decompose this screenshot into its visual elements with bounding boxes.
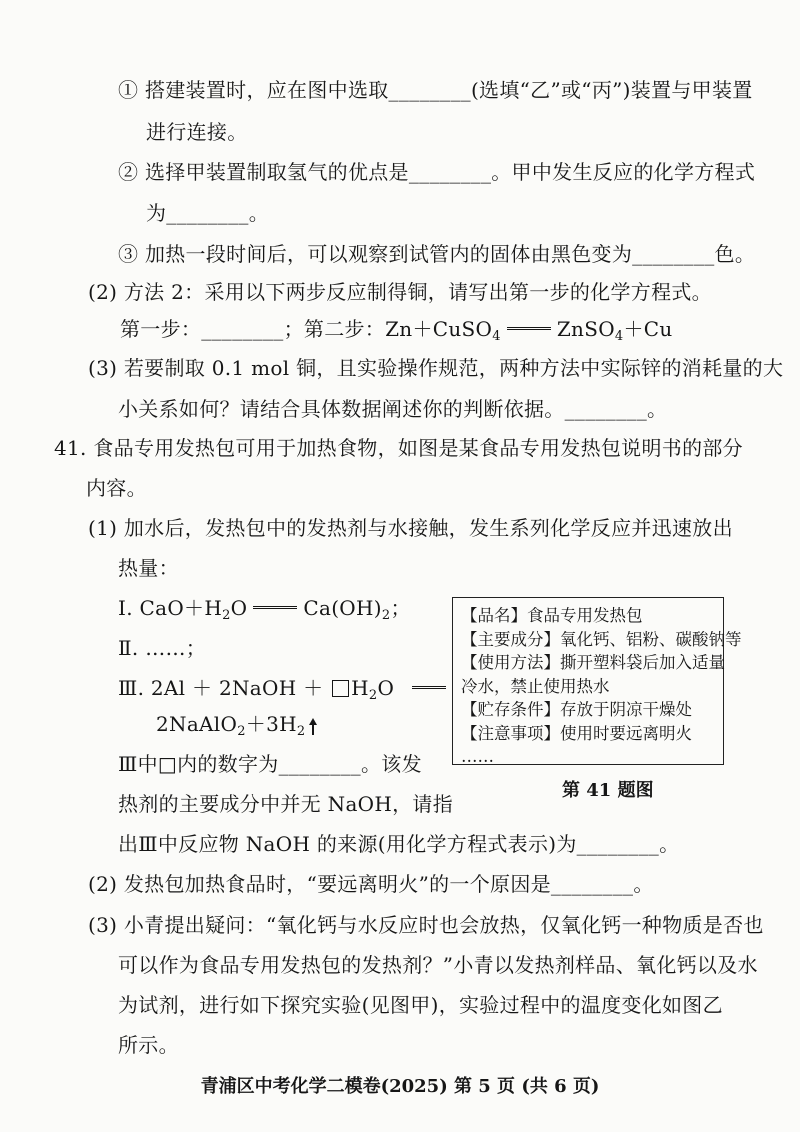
q41-2-line: (2) 发热包加热食品时，“要远离明火”的一个原因是________。 [88,872,654,896]
gas-up-arrow-icon [309,718,317,725]
rxn1-part-a: Ⅰ. CaO＋H [118,596,223,620]
subscript: 2 [368,688,378,703]
equation-equals-sign [507,327,551,330]
subscript: 2 [296,724,306,739]
q1-part1-line2: 进行连接。 [146,120,248,144]
q2-steps-end: ＋Cu [623,317,673,341]
q41-1-line1: (1) 加水后，发热包中的发热剂与水接触，发生系列化学反应并迅速放出 [88,516,733,540]
label-row-caution: 【注意事项】使用时要远离明火 [461,723,692,743]
label-row-name: 【品名】食品专用发热包 [461,606,643,625]
subscript: 2 [381,608,391,623]
equation-equals-sign [412,686,446,689]
q2-steps-mid: ZnSO [556,317,615,341]
product-label-box [452,597,742,766]
rxn3-part-b: H [351,676,369,700]
q41-3-line3: 为试剂，进行如下探究实验(见图甲)，实验过程中的温度变化如图乙 [118,993,723,1017]
rxn3-part-c: O [377,676,395,700]
subscript: 4 [614,329,624,344]
label-row-storage: 【贮存条件】存放于阴凉干燥处 [461,700,692,719]
rxn1-part-d: ； [390,596,411,620]
q3-line1: (3) 若要制取 0.1 mol 铜，且实验操作规范，两种方法中实际锌的消耗量的大 [88,356,784,380]
q41-3-line2: 可以作为食品专用发热包的发热剂？”小青以发热剂样品、氧化钙以及水 [118,953,758,977]
rxn1-part-c: Ca(OH) [303,596,382,620]
page-footer: 青浦区中考化学二模卷(2025) 第 5 页 (共 6 页) [200,1076,600,1097]
ask-line3: 出Ⅲ中反应物 NaOH 的来源(用化学方程式表示)为________。 [118,832,680,856]
label-row-usage-cont: 冷水，禁止使用热水 [461,676,610,696]
rxn3-part-a: Ⅲ. 2Al ＋ 2NaOH ＋ [118,676,324,700]
q41-line1: 41. 食品专用发热包可用于加热食物，如图是某食品专用发热包说明书的部分 [54,436,743,460]
q3-line2: 小关系如何？请结合具体数据阐述你的判断依据。________。 [118,397,668,421]
reaction-3-line2 [156,712,317,744]
q41-line2: 内容。 [86,476,147,500]
subscript: 4 [492,329,501,344]
q1-part3-line: ③ 加热一段时间后，可以观察到试管内的固体由黑色变为________色。 [118,242,756,266]
q41-1-line2: 热量： [118,556,179,580]
q1-part2-line1: ② 选择甲装置制取氢气的优点是________。甲中发生反应的化学方程式 [118,160,756,184]
q41-3-line4: 所示。 [118,1033,179,1057]
blank-square-icon [332,680,349,697]
q1-part1-line1: ① 搭建装置时，应在图中选取________(选填“乙”或“丙”)装置与甲装置 [118,78,753,102]
equation-equals-sign [253,606,297,609]
q1-part2-line2: 为________。 [146,201,269,225]
q41-3-line1: (3) 小青提出疑问：“氧化钙与水反应时也会放热，仅氧化钙一种物质是否也 [88,913,764,937]
q2-steps-prefix: 第一步：________；第二步：Zn＋CuSO [120,317,493,341]
reaction-3-line1 [118,676,452,708]
label-row-ingredients: 【主要成分】氧化钙、铝粉、碳酸钠等 [461,629,742,649]
rxn3-part-d: 2NaAlO [156,712,238,736]
rxn3-part-e: ＋3H [245,712,297,736]
figure-caption: 第 41 题图 [562,780,654,801]
subscript: 2 [222,608,231,623]
rxn1-part-b: O [230,596,248,620]
q2-line: (2) 方法 2：采用以下两步反应制得铜，请写出第一步的化学方程式。 [88,280,712,304]
reaction-1 [118,596,411,628]
q2-steps-line [120,317,673,349]
ask-line2: 热剂的主要成分中并无 NaOH，请指 [118,792,454,816]
reaction-2: Ⅱ. ……； [118,636,207,660]
ask-line1: Ⅲ中□内的数字为________。该发 [118,752,422,776]
subscript: 2 [237,724,246,739]
label-row-usage: 【使用方法】撕开塑料袋后加入适量 [461,653,725,672]
label-row-ellipsis: …… [461,747,494,766]
